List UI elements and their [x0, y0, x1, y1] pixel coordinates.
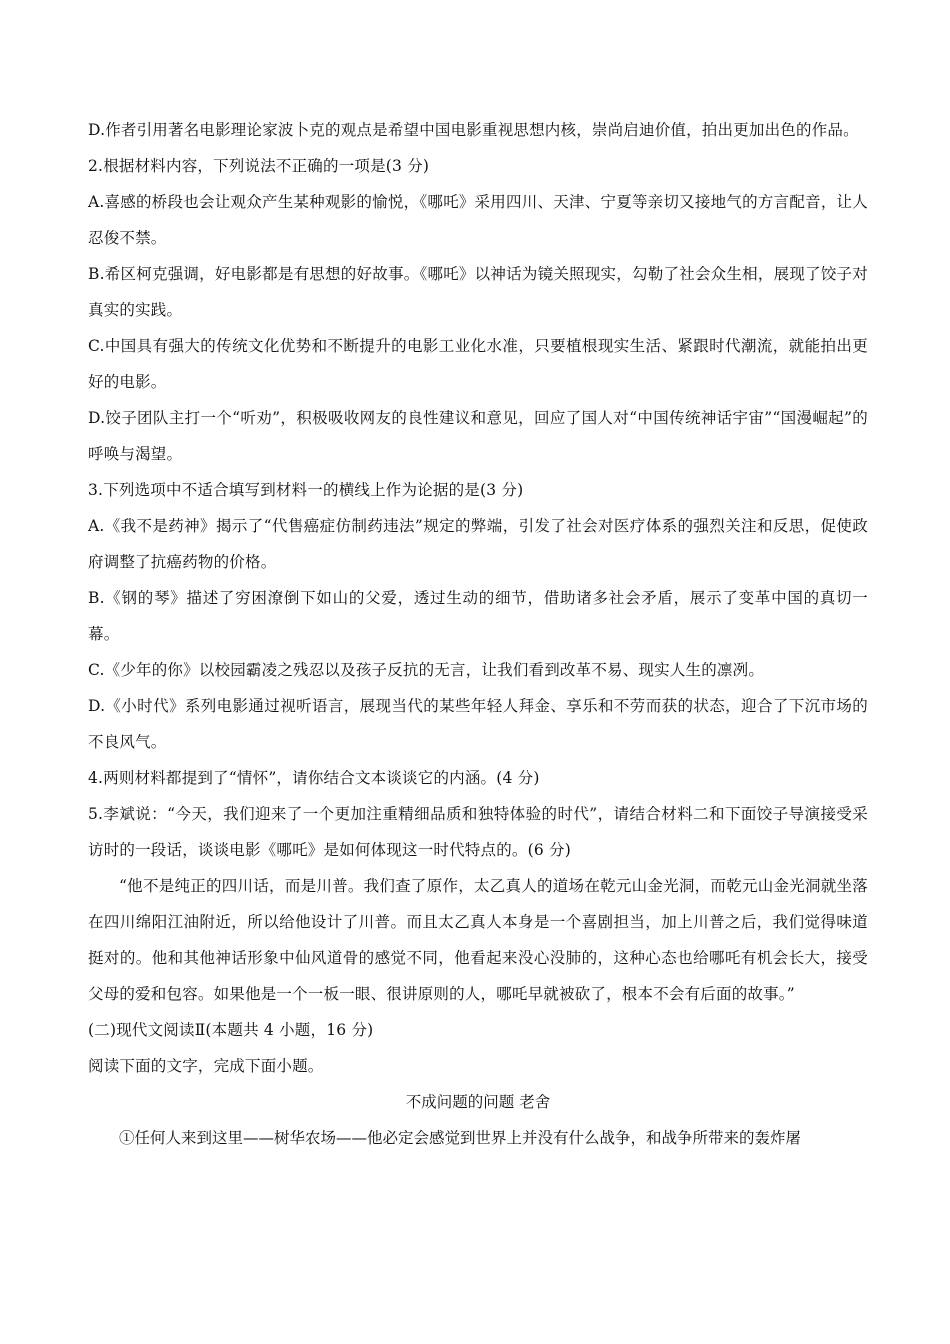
document-page — [88, 112, 868, 1156]
q5-stem: 5.李斌说：“今天，我们迎来了一个更加注重精细品质和独特体验的时代”，请结合材料二和下面饺子导演接受采访时的一段话，谈谈电影《哪吒》是如何体现这一时代特点的。(6 分) — [88, 805, 868, 859]
reading-instruction: 阅读下面的文字，完成下面小题。 — [88, 1057, 324, 1075]
interview-quote: “他不是纯正的四川话，而是川普。我们查了原作，太乙真人的道场在乾元山金光洞，而乾元山金光洞就坐落在四川绵阳江油附近，所以给他设计了川普。而且太乙真人本身是一个喜剧担当，加上川普之后，我们觉得味道挺对的。他和其他神话形象中仙风道骨的感觉不同，他看起来没心没肺的，这种心态也给哪吒有机会长大，接受父母的爱和包容。如果他是一个一板一眼、很讲原则的人，哪吒早就被砍了，根本不会有后面的故事。” — [88, 877, 868, 1003]
article-paragraph-1: ①任何人来到这里——树华农场——他必定会感觉到世界上并没有什么战争，和战争所带来的轰炸屠 — [119, 1129, 802, 1147]
q2-option-c: C.中国具有强大的传统文化优势和不断提升的电影工业化水准，只要植根现实生活、紧跟时代潮流，就能拍出更好的电影。 — [88, 337, 868, 391]
q3-option-c: C.《少年的你》以校园霸凌之残忍以及孩子反抗的无言，让我们看到改革不易、现实人生的凛冽。 — [88, 661, 765, 679]
q3-stem: 3.下列选项中不适合填写到材料一的横线上作为论据的是(3 分) — [88, 481, 524, 499]
q1-option-d: D.作者引用著名电影理论家波卜克的观点是希望中国电影重视思想内核，崇尚启迪价值，拍出更加出色的作品。 — [88, 121, 859, 139]
q2-option-d: D.饺子团队主打一个“听劝”，积极吸收网友的良性建议和意见，回应了国人对“中国传统神话宇宙”“国漫崛起”的呼唤与渴望。 — [88, 409, 868, 463]
q2-option-b: B.希区柯克强调，好电影都是有思想的好故事。《哪吒》以神话为镜关照现实，勾勒了社会众生相，展现了饺子对真实的实践。 — [88, 265, 868, 319]
q2-option-a: A.喜感的桥段也会让观众产生某种观影的愉悦，《哪吒》采用四川、天津、宁夏等亲切又接地气的方言配音，让人忍俊不禁。 — [88, 193, 868, 247]
section-heading: (二)现代文阅读Ⅱ(本题共 4 小题，16 分) — [88, 1021, 374, 1039]
article-title: 不成问题的问题 老舍 — [405, 1093, 551, 1111]
q3-option-b: B.《钢的琴》描述了穷困潦倒下如山的父爱，透过生动的细节，借助诸多社会矛盾，展示了变革中国的真切一幕。 — [88, 589, 868, 643]
q4-stem: 4.两则材料都提到了“情怀”，请你结合文本谈谈它的内涵。(4 分) — [88, 769, 540, 787]
q3-option-a: A.《我不是药神》揭示了“代售癌症仿制药违法”规定的弊端，引发了社会对医疗体系的强烈关注和反思，促使政府调整了抗癌药物的价格。 — [88, 517, 868, 571]
q2-stem: 2.根据材料内容，下列说法不正确的一项是(3 分) — [88, 157, 430, 175]
q3-option-d: D.《小时代》系列电影通过视听语言，展现当代的某些年轻人拜金、享乐和不劳而获的状态，迎合了下沉市场的不良风气。 — [88, 697, 868, 751]
